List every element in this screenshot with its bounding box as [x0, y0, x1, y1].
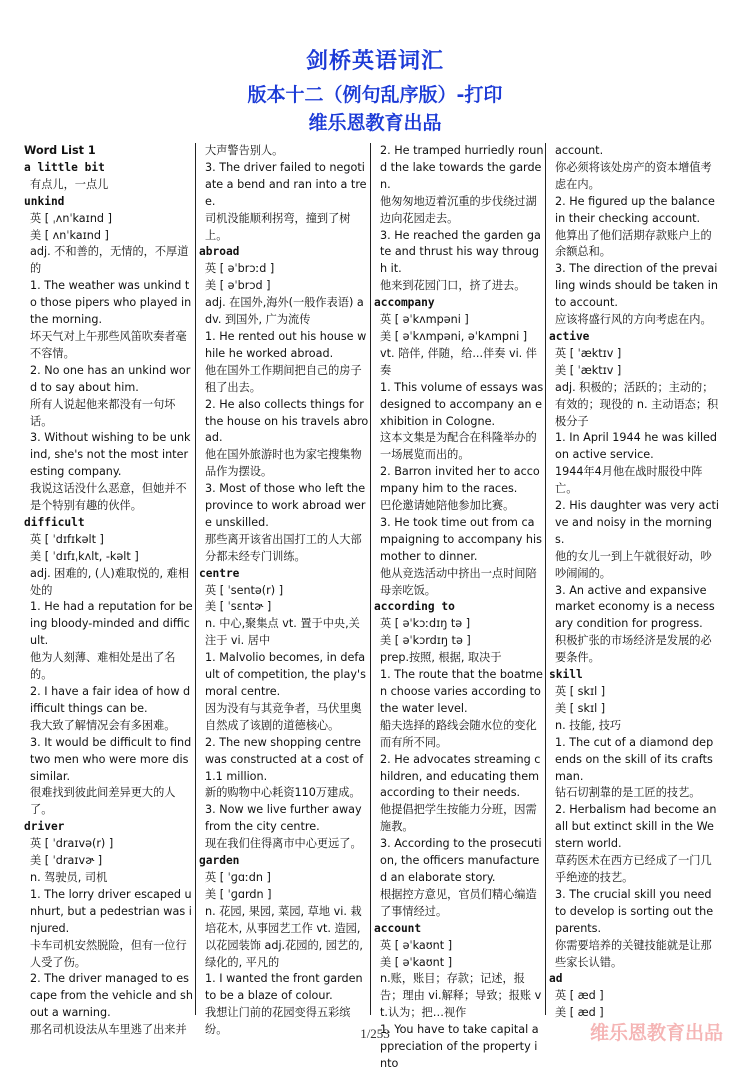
- entry-line: 英 [ ˌʌnˈkaɪnd ]: [30, 211, 112, 225]
- headword: according to: [374, 600, 455, 614]
- headword: a little bit: [24, 160, 105, 174]
- entry-line: 美 [ ˈɡɑrdn ]: [205, 887, 272, 901]
- entry-line: 2. No one has an unkind word to say about him.: [30, 363, 191, 394]
- entry-line: 你必须将该处房产的资本增值考虑在内。: [555, 160, 712, 191]
- entry-line: 3. According to the prosecution, the officers manufactured an elaborate story.: [380, 837, 542, 884]
- entry-line: 1. You have to take capital appreciation of the property into: [380, 1023, 539, 1070]
- publisher-line: 维乐恩教育出品: [308, 112, 442, 134]
- entry-line: 2. He advocates streaming children, and educating them according to their needs.: [380, 752, 541, 800]
- entry-line: 2. He also collects things for the house on his travels abroad.: [205, 397, 369, 445]
- headword: active: [549, 329, 590, 343]
- entry-line: 1. The route that the boatmen choose varies according to the water level.: [380, 668, 543, 715]
- entry-line: 坏天气对上午那些风笛吹奏者毫不容情。: [30, 329, 187, 360]
- entry-line: prep.按照, 根据, 取决于: [380, 651, 502, 665]
- entry-line: n. 花园, 果园, 菜园, 草地 vi. 栽培花木, 从事园艺工作 vt. 造园, 以花园装饰 adj.花园的, 园艺的, 绿化的, 平凡的: [205, 904, 363, 969]
- entry-line: 美 [ ˈdraɪvɚ ]: [30, 854, 103, 868]
- entry-line: 美 [ skɪl ]: [555, 701, 606, 715]
- entry-line: 他提倡把学生按能力分班，因需施教。: [380, 803, 537, 834]
- entry-line: 英 [ skɪl ]: [555, 685, 606, 698]
- entry-line: 2. His daughter was very active and noisy in the mornings.: [555, 499, 719, 546]
- entry-line: 卡车司机安然脱险，但有一位行人受了伤。: [30, 938, 187, 969]
- entry-line: 美 [ əˈkɔrdɪŋ tə ]: [380, 634, 471, 648]
- entry-line: 草药医术在西方已经成了一门几乎绝迹的技艺。: [555, 854, 712, 884]
- entry-line: 3. The direction of the prevailing winds should be taken into account.: [555, 262, 719, 310]
- entry-line: 英 [ ˈæktɪv ]: [555, 346, 622, 360]
- entry-line: 3. The driver failed to negotiate a bend and ran into a tree.: [205, 160, 367, 208]
- entry-line: 2. Barron invited her to accompany him to the races.: [380, 465, 540, 496]
- entry-line: account.: [555, 144, 604, 157]
- entry-line: n. 中心,聚集点 vt. 置于中央,关注于 vi. 居中: [205, 617, 360, 648]
- document-title: 剑桥英语词汇: [305, 49, 444, 74]
- entry-line: 1. I wanted the front garden to be a blaze of colour.: [205, 972, 363, 1003]
- entry-line: 我大致了解情况会有多困难。: [30, 718, 176, 732]
- entry-line: 他来到花园门口，挤了进去。: [380, 279, 526, 293]
- entry-line: 3. He took time out from campaigning to accompany his mother to dinner.: [380, 515, 542, 563]
- entry-line: 英 [ əˈkaʊnt ]: [380, 938, 453, 952]
- column-4: [549, 143, 719, 1020]
- entry-line: 船夫选择的路线会随水位的变化而有所不同。: [380, 718, 537, 749]
- headword: skill: [549, 668, 583, 682]
- headword: account: [374, 921, 422, 935]
- entry-line: 这本文集是为配合在科隆举办的一场展览而出的。: [380, 431, 537, 462]
- entry-line: 3. Most of those who left the province to work abroad were unskilled.: [205, 482, 366, 529]
- entry-line: 英 [ ˈdɪfɪkəlt ]: [30, 532, 104, 546]
- entry-line: 因为没有与其竞争者，马伏里奥自然成了该剧的道德核心。: [205, 701, 362, 732]
- entry-line: 英 [ əˈbrɔːd ]: [205, 262, 275, 276]
- entry-line: 他匆匆地迈着沉重的步伐绕过湖边向花园走去。: [380, 194, 537, 225]
- entry-line: adj. 困难的, (人)难取悦的, 难相处的: [30, 566, 190, 597]
- entry-line: 2. I have a fair idea of how difficult things can be.: [30, 685, 191, 715]
- headword: unkind: [24, 194, 65, 208]
- entry-line: adj. 在国外,海外(一般作表语) adv. 到国外, 广为流传: [205, 296, 364, 327]
- headword: difficult: [24, 515, 85, 529]
- entry-line: 1. The lorry driver escaped unhurt, but a pedestrian was injured.: [30, 887, 192, 935]
- entry-line: 1. The cut of a diamond depends on the skill of its craftsman.: [555, 735, 714, 783]
- entry-line: 他从竞选活动中挤出一点时间陪母亲吃饭。: [380, 566, 537, 597]
- entry-line: 1944年4月他在战时服役中阵亡。: [555, 465, 703, 496]
- entry-line: 2. Herbalism had become an all but extinct skill in the Western world.: [555, 803, 717, 851]
- entry-line: 我说这话没什么恶意，但她并不是个特别有趣的伙伴。: [30, 482, 187, 513]
- entry-line: 2. He tramped hurriedly round the lake towards the garden.: [380, 144, 544, 191]
- entry-line: 美 [ ˈdɪfɪˌkʌlt, -kəlt ]: [30, 549, 139, 563]
- entry-line: 1. He rented out his house while he worked abroad.: [205, 329, 367, 360]
- entry-line: 你需要培养的关键技能就是让那些家长认错。: [555, 938, 712, 969]
- entry-line: 3. Without wishing to be unkind, she's not the most interesting company.: [30, 431, 191, 479]
- entry-line: 很难找到彼此间差异更大的人了。: [30, 786, 176, 817]
- entry-line: 钻石切割靠的是工匠的技艺。: [555, 786, 701, 800]
- column-divider: [195, 143, 196, 1015]
- entry-line: 他算出了他们活期存款账户上的余额总和。: [555, 228, 712, 259]
- entry-line: 司机没能顺利拐弯，撞到了树上。: [205, 211, 351, 242]
- entry-line: 有点儿，一点儿: [30, 177, 109, 191]
- entry-line: 英 [ æd ]: [555, 989, 604, 1003]
- watermark-text: 维乐恩教育出品: [590, 1022, 724, 1044]
- column-divider: [545, 143, 546, 1015]
- entry-line: 3. An active and expansive market economy is a necessary condition for progress.: [555, 583, 715, 631]
- column-1: [24, 143, 193, 1037]
- entry-line: 3. It would be difficult to find two men who were more dissimilar.: [30, 735, 192, 783]
- entry-line: n.账，账目；存款；记述，报告；理由 vi.解释；导致；报账 vt.认为；把…视作: [380, 972, 542, 1020]
- entry-line: n. 驾驶员, 司机: [30, 870, 108, 884]
- entry-line: 英 [ ˈɡɑːdn ]: [205, 870, 271, 884]
- entry-line: 1. He had a reputation for being bloody-minded and difficult.: [30, 600, 193, 648]
- entry-line: 现在我们住得离市中心更远了。: [205, 837, 362, 851]
- entry-line: 他在国外工作期间把自己的房子租了出去。: [205, 363, 362, 394]
- entry-line: 1. This volume of essays was designed to accompany an exhibition in Cologne.: [380, 380, 544, 428]
- entry-line: 美 [ æd ]: [555, 1006, 604, 1020]
- headword: driver: [24, 820, 65, 834]
- headword: centre: [199, 566, 240, 580]
- entry-line: 所有人说起他来都没有一句坏话。: [30, 397, 176, 428]
- entry-line: 2. The driver managed to escape from the vehicle and shout a warning.: [30, 972, 193, 1020]
- entry-line: 美 [ ʌnˈkaɪnd ]: [30, 228, 109, 242]
- entry-line: 英 [ ˈdraɪvə(r) ]: [30, 837, 114, 851]
- headword: accompany: [374, 296, 435, 310]
- entry-line: adj. 不和善的，无情的，不厚道的: [30, 245, 189, 276]
- entry-line: 1. The weather was unkind to those pipers who played in the morning.: [30, 279, 192, 327]
- entry-line: 美 [ əˈkʌmpəni, əˈkʌmpni ]: [380, 329, 528, 343]
- page-number: 1/253: [360, 1026, 390, 1041]
- entry-line: 大声警告别人。: [205, 144, 284, 157]
- entry-line: 他为人刻薄、难相处是出了名的。: [30, 651, 176, 682]
- entry-line: 应该将盛行风的方向考虑在内。: [555, 313, 712, 327]
- column-2: [199, 143, 369, 1037]
- entry-line: 积极扩张的市场经济是发展的必要条件。: [555, 634, 712, 665]
- column-divider: [370, 143, 371, 1015]
- entry-line: 1. In April 1944 he was killed on active service.: [555, 431, 718, 462]
- document-subtitle: 版本十二（例句乱序版）-打印: [247, 84, 503, 106]
- entry-line: 美 [ əˈbrɔd ]: [205, 279, 271, 293]
- entry-line: 巴伦邀请她陪他参加比赛。: [380, 499, 515, 513]
- entry-line: 英 [ əˈkɔːdɪŋ tə ]: [380, 617, 471, 631]
- entry-line: 英 [ əˈkʌmpəni ]: [380, 313, 469, 327]
- entry-line: 他的女儿一到上午就很好动，吵吵闹闹的。: [555, 549, 712, 580]
- entry-line: 2. The new shopping centre was constructed at a cost of 1.1 million.: [205, 735, 364, 783]
- entry-line: 我想让门前的花园变得五彩缤纷。: [205, 1006, 351, 1037]
- entry-line: 英 [ ˈsentə(r) ]: [205, 583, 284, 597]
- entry-line: adj. 积极的；活跃的；主动的；有效的；现役的 n. 主动语态；积极分子: [555, 380, 719, 428]
- entry-line: 3. Now we live further away from the city centre.: [205, 803, 362, 834]
- entry-line: 3. He reached the garden gate and thrust his way through it.: [380, 228, 541, 276]
- entry-line: 美 [ ˈæktɪv ]: [555, 363, 622, 377]
- headword: garden: [199, 854, 240, 868]
- entry-line: n. 技能, 技巧: [555, 718, 622, 732]
- entry-line: 他在国外旅游时也为家宅搜集物品作为摆设。: [205, 448, 362, 479]
- entry-line: vt. 陪伴, 伴随，给...伴奏 vi. 伴奏: [380, 346, 537, 377]
- entry-line: 根据控方意见，官员们精心编造了事情经过。: [380, 887, 537, 918]
- word-list-title: Word List 1: [24, 144, 96, 157]
- headword: abroad: [199, 245, 240, 259]
- entry-line: 1. Malvolio becomes, in default of competition, the play's moral centre.: [205, 651, 366, 698]
- headword: ad: [549, 972, 563, 986]
- entry-line: 美 [ əˈkaʊnt ]: [380, 955, 453, 969]
- entry-line: 3. The crucial skill you need to develop is sorting out the parents.: [555, 887, 714, 935]
- entry-line: 美 [ ˈsɛntɚ ]: [205, 600, 272, 614]
- entry-line: 2. He figured up the balance in their checking account.: [555, 194, 715, 225]
- entry-line: 那些离开该省出国打工的人大部分都未经专门训练。: [205, 532, 362, 563]
- entry-line: 新的购物中心耗资110万建成。: [205, 786, 361, 800]
- entry-line: 那名司机设法从车里逃了出来并: [30, 1023, 187, 1037]
